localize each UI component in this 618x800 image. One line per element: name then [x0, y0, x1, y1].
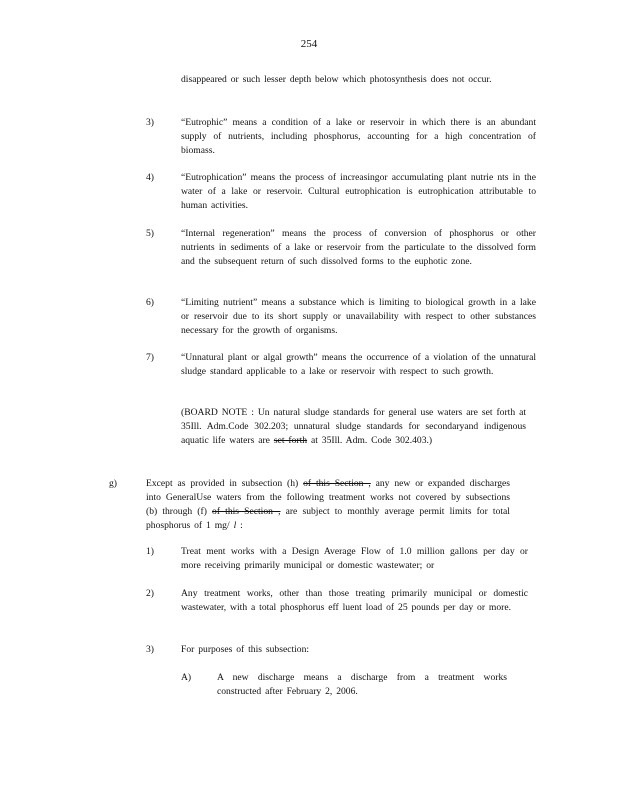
definition-unnatural-growth: “Unnatural plant or algal growth” means the occurrence of a violation of the unnatural sludge standard applicable to a lake or reservoir with respect to such growth. — [181, 352, 536, 377]
continuation-paragraph: disappeared or such lesser depth below which photosynthesis does not occur. — [181, 74, 492, 85]
subitem-treatment-works: Any treatment works, other than those treating primarily municipal or domestic wastewater, with a total phosphorus eff luent load of 25 pounds per day or more. — [181, 588, 528, 613]
item-label: 6) — [146, 297, 154, 308]
struck-text: set forth — [273, 435, 308, 446]
section-g-paragraph: Except as provided in subsection (h) of this Section , any new or expanded discharges into GeneralUse waters from the following treatment works not covered by subsections (b) through (f) of this Section , are subject to monthly average permit limits for total phosphorus of 1 mg/ l : — [146, 478, 511, 531]
item-label: 3) — [146, 117, 154, 128]
definition-eutrophication: “Eutrophication” means the process of increasingor accumulating plant nutrie nts in the water of a lake or reservoir. Cultural eutrophication is eutrophication attributable to human activities. — [181, 172, 536, 211]
struck-text: of this Section , — [303, 478, 371, 489]
subitem-design-flow: Treat ment works with a Design Average Flow of 1.0 million gallons per day or more receiving primarily municipal or domestic wastewater; or — [181, 546, 528, 571]
item-label: 1) — [146, 546, 154, 557]
subitem-purposes: For purposes of this subsection: — [181, 644, 310, 655]
subsubitem-new-discharge: A new discharge means a discharge from a treatment works constructed after February 2, 2006. — [217, 672, 507, 697]
item-label: 3) — [146, 644, 154, 655]
section-label: g) — [109, 478, 117, 489]
definition-limiting-nutrient: “Limiting nutrient” means a substance which is limiting to biological growth in a lake or reservoir due to its short supply or unavailability with respect to other substances necessary for the growth of organisms. — [181, 297, 536, 336]
item-label: 7) — [146, 352, 154, 363]
item-label: 5) — [146, 228, 154, 239]
item-label: 4) — [146, 172, 154, 183]
page-number: 254 — [300, 38, 318, 50]
board-note: (BOARD NOTE : Un natural sludge standards for general use waters are set forth at 35Ill. Adm.Code 302.203; unnatural sludge standards for secondaryand indigenous aquatic life waters are set forth at 35Ill. Adm. Code 302.403.) — [181, 407, 526, 446]
definition-eutrophic: “Eutrophic” means a condition of a lake or reservoir in which there is an abundant supply of nutrients, including phosphorus, accounting for a high concentration of biomass. — [181, 117, 536, 156]
struck-text: of this Section , — [212, 506, 281, 517]
item-label: A) — [181, 672, 192, 683]
definition-internal-regeneration: “Internal regeneration” means the process of conversion of phosphorus or other nutrients in sediments of a lake or reservoir from the particulate to the dissolved form and the subsequent return of such dissolved forms to the euphotic zone. — [181, 228, 536, 267]
item-label: 2) — [146, 588, 154, 599]
